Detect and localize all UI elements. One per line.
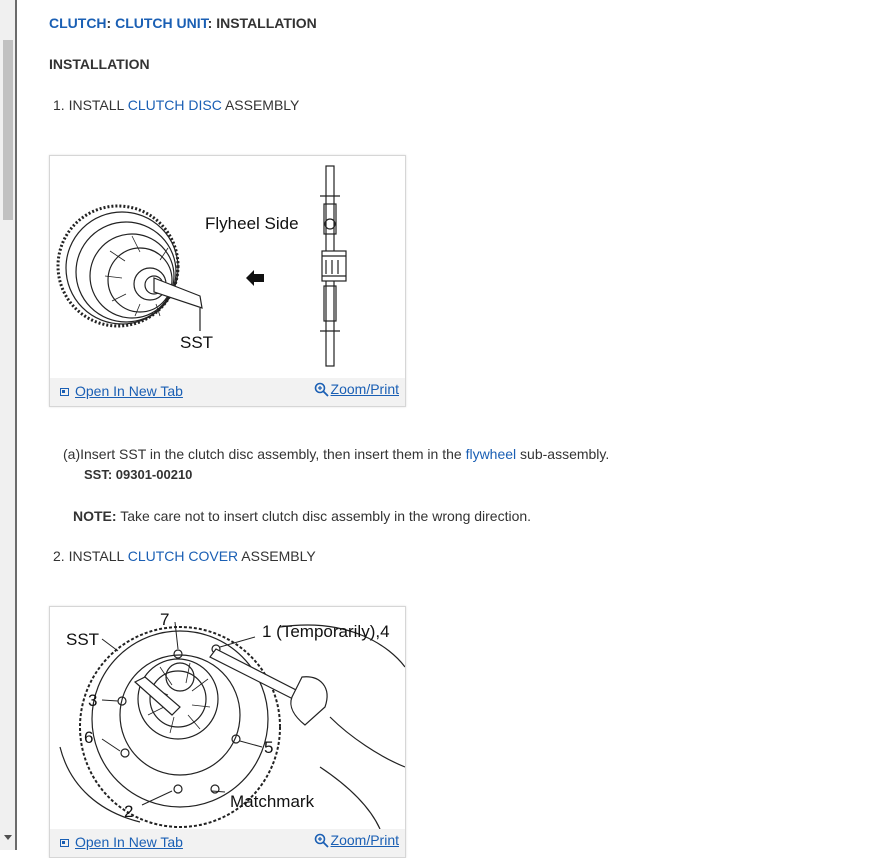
- instruction-a: [63, 446, 609, 462]
- note-text: Take care not to insert clutch disc assembly in the wrong direction.: [116, 508, 532, 524]
- clutch-disc-diagram: [50, 156, 405, 378]
- step-1: [53, 97, 299, 113]
- open-in-new-tab-link[interactable]: [60, 834, 183, 850]
- new-tab-icon: [60, 839, 69, 847]
- scrollbar-thumb[interactable]: [3, 40, 13, 220]
- breadcrumb-link-clutch-unit[interactable]: CLUTCH UNIT: [115, 15, 208, 31]
- label-bolt-2: 2: [124, 802, 134, 821]
- breadcrumb-separator: :: [106, 15, 116, 31]
- breadcrumb: [49, 15, 317, 31]
- flywheel-link[interactable]: flywheel: [465, 446, 517, 462]
- instruction-a-suffix: sub-assembly.: [516, 446, 610, 462]
- vertical-scrollbar[interactable]: [0, 0, 17, 850]
- note-label: NOTE:: [73, 508, 117, 524]
- zoom-print-label: Zoom/Print: [330, 832, 399, 848]
- step-2-link-clutch-cover[interactable]: CLUTCH COVER: [127, 548, 239, 564]
- open-in-new-tab-label: Open In New Tab: [75, 383, 183, 399]
- zoom-print-label: Zoom/Print: [330, 381, 399, 397]
- zoom-in-icon: [314, 382, 329, 397]
- breadcrumb-separator: :: [207, 15, 217, 31]
- label-sst: SST: [66, 630, 100, 649]
- figure-1-footer: [50, 378, 405, 406]
- scroll-down-arrow-icon[interactable]: [4, 835, 12, 840]
- label-bolt-6: 6: [84, 728, 94, 747]
- breadcrumb-current: INSTALLATION: [216, 15, 317, 31]
- instruction-a-prefix: (a)Insert SST in the clutch disc assembly, then insert them in the: [63, 446, 466, 462]
- clutch-cover-diagram: [50, 607, 405, 829]
- step-2-prefix: 2. INSTALL: [53, 548, 128, 564]
- page-heading: INSTALLATION: [49, 56, 150, 72]
- label-bolt-5: 5: [264, 738, 274, 757]
- step-2: [53, 548, 316, 564]
- zoom-print-link[interactable]: [314, 381, 399, 397]
- step-2-suffix: ASSEMBLY: [238, 548, 316, 564]
- sst-number: SST: 09301-00210: [84, 467, 193, 482]
- label-bolt-3: 3: [88, 691, 98, 710]
- figure-2-footer: [50, 829, 405, 857]
- figure-2-illustration[interactable]: [50, 607, 405, 829]
- breadcrumb-link-clutch[interactable]: CLUTCH: [49, 15, 107, 31]
- open-in-new-tab-label: Open In New Tab: [75, 834, 183, 850]
- step-1-prefix: 1. INSTALL: [53, 97, 128, 113]
- label-sst: SST: [180, 333, 214, 352]
- label-matchmark: Matchmark: [230, 792, 315, 811]
- step-1-link-clutch-disc[interactable]: CLUTCH DISC: [127, 97, 222, 113]
- open-in-new-tab-link[interactable]: [60, 383, 183, 399]
- note: [73, 508, 531, 524]
- step-1-suffix: ASSEMBLY: [221, 97, 300, 113]
- new-tab-icon: [60, 388, 69, 396]
- direction-arrow-icon: [246, 270, 264, 286]
- label-flywheel-side: Flyheel Side: [205, 214, 299, 233]
- label-bolt-7: 7: [160, 610, 170, 629]
- figure-clutch-disc: [49, 155, 406, 407]
- label-bolt-1-4: 1 (Temporarily),4: [262, 622, 390, 641]
- zoom-print-link[interactable]: [314, 832, 399, 848]
- figure-1-illustration[interactable]: [50, 156, 405, 378]
- zoom-in-icon: [314, 833, 329, 848]
- figure-clutch-cover: [49, 606, 406, 858]
